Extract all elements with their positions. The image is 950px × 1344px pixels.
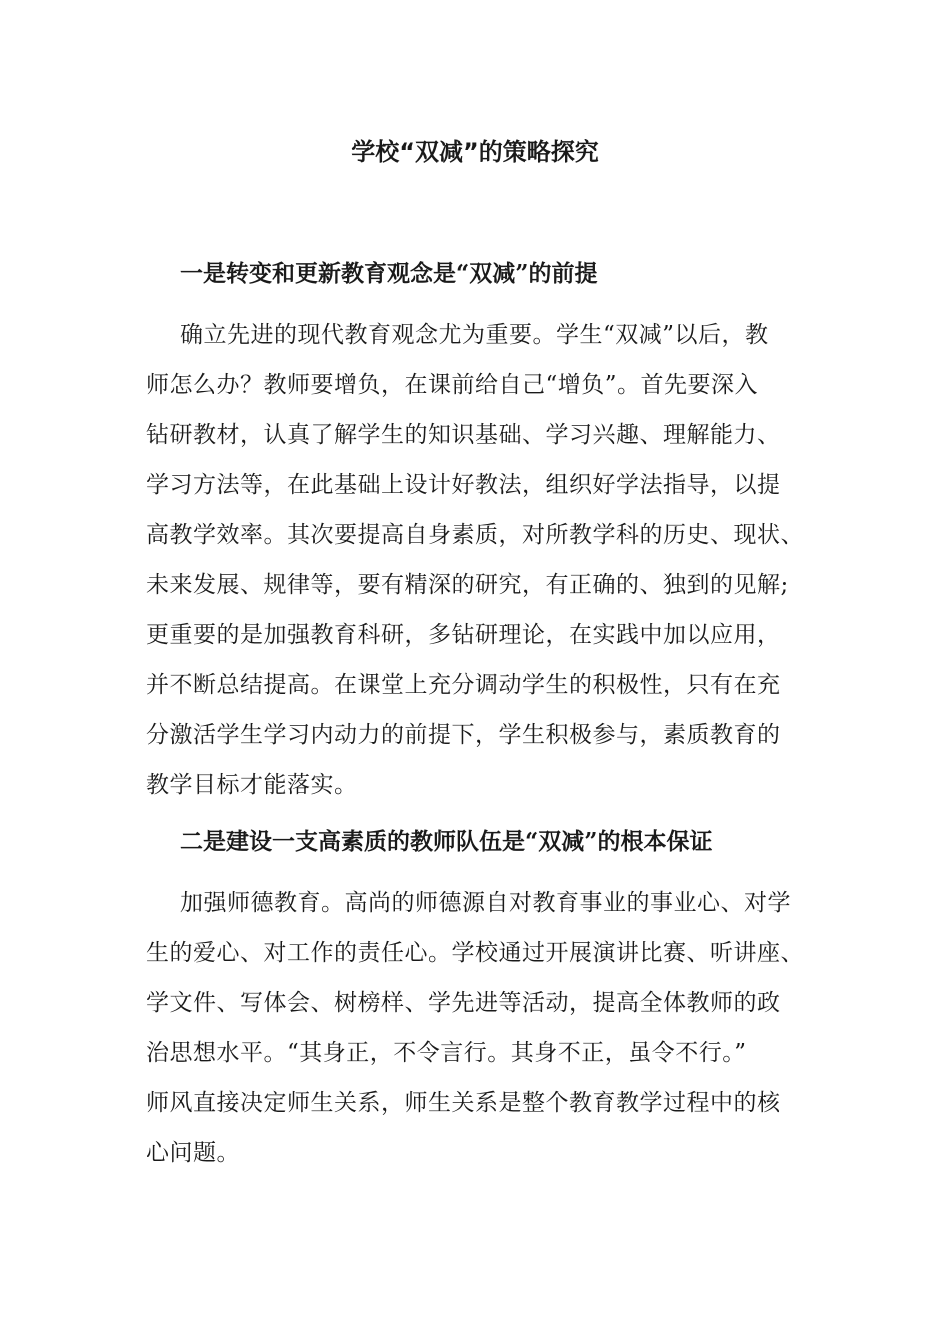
document-title: 学校“双减”的策略探究 (351, 138, 599, 166)
paragraph-line: 分激活学生学习内动力的前提下，学生积极参与，素质教育的 (146, 722, 781, 748)
paragraph-line: 生的爱心、对工作的责任心。学校通过开展演讲比赛、听讲座、 (146, 940, 804, 966)
paragraph-line: 加强师德教育。高尚的师德源自对教育事业的事业心、对学 (180, 890, 791, 916)
paragraph-line: 钻研教材，认真了解学生的知识基础、学习兴趣、理解能力、 (146, 422, 781, 448)
paragraph-line: 并不断总结提高。在课堂上充分调动学生的积极性，只有在充 (146, 672, 781, 698)
paragraph-line: 学习方法等，在此基础上设计好教法，组织好学法指导，以提 (146, 472, 781, 498)
section-paragraph-1 (146, 310, 806, 810)
paragraph-line: 学文件、写体会、树榜样、学先进等活动，提高全体教师的政 (146, 990, 781, 1016)
paragraph-line: 高教学效率。其次要提高自身素质，对所教学科的历史、现状、 (146, 522, 804, 548)
paragraph-line: 未来发展、规律等，要有精深的研究，有正确的、独到的见解; (146, 572, 789, 598)
paragraph-line: 心问题。 (146, 1140, 240, 1166)
paragraph-line: 师怎么办？教师要增负，在课前给自己“增负”。首先要深入 (146, 372, 759, 398)
paragraph-line: 师风直接决定师生关系，师生关系是整个教育教学过程中的核 (146, 1090, 781, 1116)
paragraph-line: 治思想水平。“其身正，不令言行。其身不正，虽令不行。” (146, 1040, 747, 1066)
section-heading-1: 一是转变和更新教育观念是“双减”的前提 (180, 260, 598, 287)
section-paragraph-2 (146, 878, 806, 1178)
paragraph-line: 确立先进的现代教育观念尤为重要。学生“双减”以后，教 (180, 322, 769, 348)
section-heading-2: 二是建设一支高素质的教师队伍是“双减”的根本保证 (180, 828, 713, 855)
paragraph-line: 更重要的是加强教育科研，多钻研理论，在实践中加以应用， (146, 622, 781, 648)
paragraph-line: 教学目标才能落实。 (146, 772, 358, 798)
